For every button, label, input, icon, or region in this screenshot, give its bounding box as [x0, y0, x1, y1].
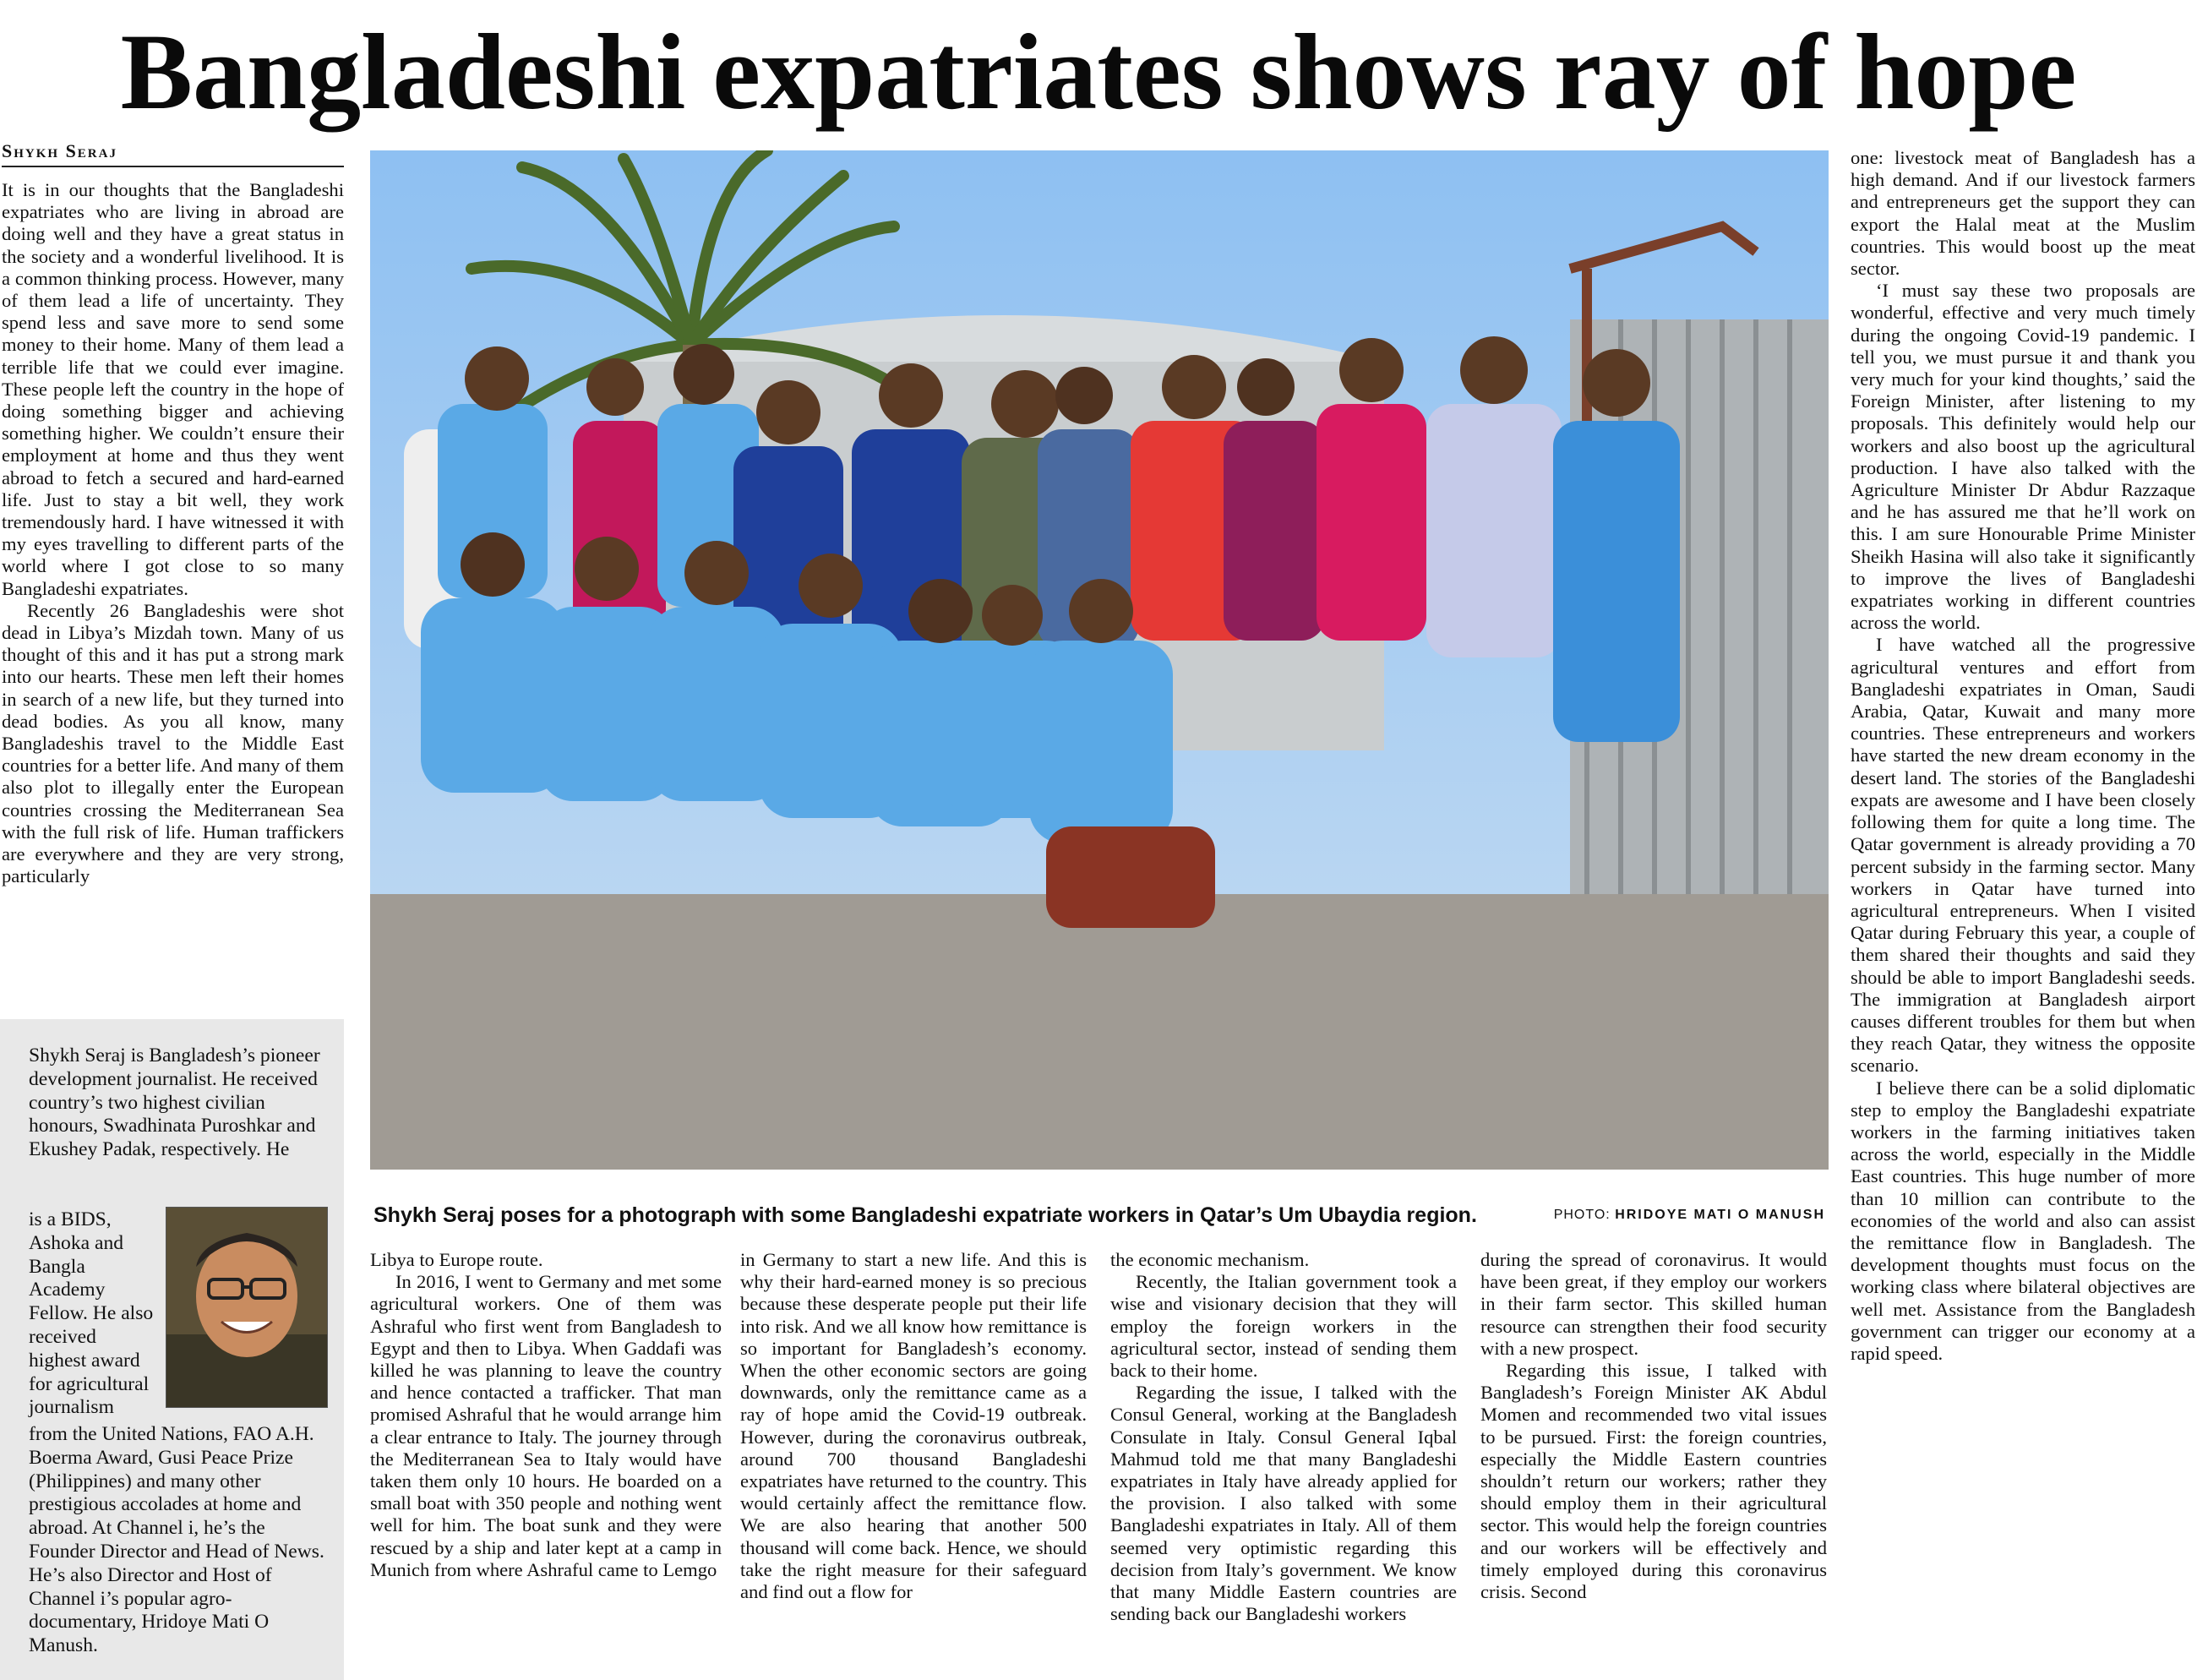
author-bio-text: [29, 1045, 333, 1162]
group-photo-illustration: [370, 150, 1829, 1170]
paragraph: I believe there can be a solid diplomatic step to employ the Bangladeshi expatriate workers in the farming initiatives taken across the world, especially in the Middle East countries. This huge number of more than 10 million can contribute to the economies of the world and also can assist the remittance flow in Bangladesh. The development thoughts must focus on the working class where bilateral objectives are well met. Assistance from the Bangladesh government can trigger our economy at a rapid speed.: [1851, 1077, 2195, 1364]
author-portrait: [166, 1207, 328, 1408]
column-2: [370, 1249, 722, 1581]
paragraph: the economic mechanism.: [1110, 1249, 1310, 1270]
bio-text-bottom: [29, 1423, 333, 1658]
column-1: [2, 179, 344, 888]
paragraph: in Germany to start a new life. And this is why their hard-earned money is so precious because these desperate people put their life into risk. And we all know how remittance is so important for Bangladesh’s economy. When the other economic sectors are going downwards, only the remittance came as a ray of hope amid the Covid-19 outbreak. However, during the coronavirus outbreak, around 700 thousand Bangladeshi expatriates have returned to the country. This would certainly affect the remittance flow. We are also hearing that another 500 thousand will come back. Hence, we should take the right measure for their safeguard and find out a flow for: [740, 1249, 1087, 1603]
column-3: [740, 1249, 1087, 1603]
credit-label: PHOTO:: [1553, 1208, 1611, 1222]
paragraph: Recently 26 Bangladeshis were shot dead in Libya’s Mizdah town. Many of us thought of this and it has put a strong mark into our hearts. These men left their homes in search of a new life, but they turned into dead bodies. As you all know, many Bangladeshis travel to the Middle East countries for a better life. And many of them also plot to illegally enter the European countries crossing the Mediterranean Sea with the full risk of life. Human traffickers are everywhere and they are very strong, particularly: [2, 599, 344, 887]
photo-credit: [1554, 1203, 1825, 1227]
paragraph: Recently, the Italian government took a wise and visionary decision that they will employ the foreign workers in the agricultural sector, instead of sending them back to their home.: [1110, 1271, 1457, 1382]
caption-text: Shykh Seraj poses for a photograph with some Bangladeshi expatriate workers in Qatar’s Um Ubaydia region.: [373, 1203, 1477, 1227]
paragraph: one: livestock meat of Bangladesh has a high demand. And if our livestock farmers and entrepreneurs get the support they can export the Halal meat at the Muslim countries. This would boost up the meat sector.: [1851, 147, 2195, 280]
paragraph: Libya to Europe route.: [370, 1249, 543, 1270]
column-4: [1110, 1249, 1457, 1625]
column-5: [1480, 1249, 1827, 1603]
bio-text-side-span: is a BIDS, Ashoka and Bangla Academy Fellow. He also received highest award for agricultural journalism: [29, 1208, 154, 1419]
paragraph: Regarding the issue, I talked with the Consul General, working at the Bangladesh Consulate in Italy. Consul General Iqbal Mahmud told me that many Bangladeshi expatriates in Italy have already applied for the provision. I also talked with some Bangladeshi expatriates in Italy. All of them seemed very optimistic regarding this decision from Italy’s government. We know that many Middle Eastern countries are sending back our Bangladeshi workers: [1110, 1382, 1457, 1625]
paragraph: during the spread of coronavirus. It would have been great, if they employ our workers in their farm sector. This skilled human resource can strengthen their food security with a new prospect.: [1480, 1249, 1827, 1359]
byline: Shykh Seraj: [2, 140, 344, 167]
credit-name: HRIDOYE MATI O MANUSH: [1615, 1208, 1825, 1222]
photo-caption: [370, 1200, 1829, 1234]
headline: Bangladeshi expatriates shows ray of hope: [120, 12, 2077, 132]
paragraph: It is in our thoughts that the Bangladeshi expatriates who are living in abroad are doing well and they have a great status in the society and a wonderful livelihood. It is a common thinking process. However, many of them lead a life of uncertainty. They spend less and save more to send some money to their home. Many of them lead a terrible life that we could ever imagine. These people left the country in the hope of doing something bigger and achieving something higher. We couldn’t ensure their employment at home and thus they went abroad to fetch a secured and hard-earned life. Just to stay a bit well, they work tremendously hard. I have witnessed it with my eyes travelling to different parts of the world where I got close to so many Bangladeshi expatriates.: [2, 179, 344, 599]
paragraph: Regarding this issue, I talked with Bangladesh’s Foreign Minister AK Abdul Momen and recommended two vital issues to be pursued. First: the foreign countries, especially the Middle Eastern countries shouldn’t return our workers; rather they should employ them in their agricultural sector. This would help the foreign countries and our workers will be effectively and timely employed during this coronavirus crisis. Second: [1480, 1360, 1827, 1603]
author-bio-box: [0, 1019, 344, 1680]
group-photo: [370, 150, 1829, 1170]
paragraph: In 2016, I went to Germany and met some agricultural workers. One of them was Ashraful who first went from Bangladesh to Egypt and then to Libya. When Gaddafi was killed he was planning to leave the country and hence contacted a trafficker. That man promised Ashraful that he would arrange him a clear entrance to Italy. The journey through the Mediterranean Sea to Italy would have taken them only 10 hours. He boarded on a small boat with 350 people and nothing went well for him. The boat sunk and they were rescued by a ship and later kept at a camp in Munich from where Ashraful came to Lemgo: [370, 1271, 722, 1580]
column-6: [1851, 147, 2195, 1365]
bio-text-side: [29, 1208, 155, 1420]
author-portrait-illustration: [166, 1208, 327, 1407]
paragraph: ‘I must say these two proposals are wonderful, effective and very much timely during the ongoing Covid-19 pandemic. I tell you, we must pursue it and thank you very much for your kind thoughts,’ said the Foreign Minister, after listening to my proposals. This definitely would help our workers and also boost up the agricultural production. I have also talked with the Agriculture Minister Dr Abdur Razzaque and he has assured me that he’ll work on this. I am sure Honourable Prime Minister Sheikh Hasina will also take it significantly to improve the lives of Bangladeshi expatriates working in different countries across the world.: [1851, 280, 2195, 634]
paragraph: I have watched all the progressive agricultural ventures and effort from Bangladeshi expatriates in Oman, Saudi Arabia, Qatar, Kuwait and many more countries. These entrepreneurs and workers have started the new dream economy in the desert land. The stories of the Bangladeshi expats are awesome and I have been closely following them for quite a long time. The Qatar government is already providing a 70 percent subsidy in the farming sector. Many workers in Qatar have turned into agricultural entrepreneurs. When I visited Qatar during February this year, a couple of them shared their thoughts and said they should be able to import Bangladeshi seeds. The immigration at Bangladesh airport causes different troubles for them but when they reach Qatar, they witness the opposite scenario.: [1851, 634, 2195, 1077]
bio-text-bottom-span: from the United Nations, FAO A.H. Boerma Award, Gusi Peace Prize (Philippines) and many other prestigious accolades at home and abroad. At Channel i, he’s the Founder Director and Head of News. He’s also Director and Host of Channel i’s popular agro-documentary, Hridoye Mati O Manush.: [29, 1423, 324, 1657]
bio-text-top: Shykh Seraj is Bangladesh’s pioneer development journalist. He received country’s two highest civilian honours, Swadhinata Puroshkar and Ekushey Padak, respectively. He: [29, 1045, 320, 1161]
